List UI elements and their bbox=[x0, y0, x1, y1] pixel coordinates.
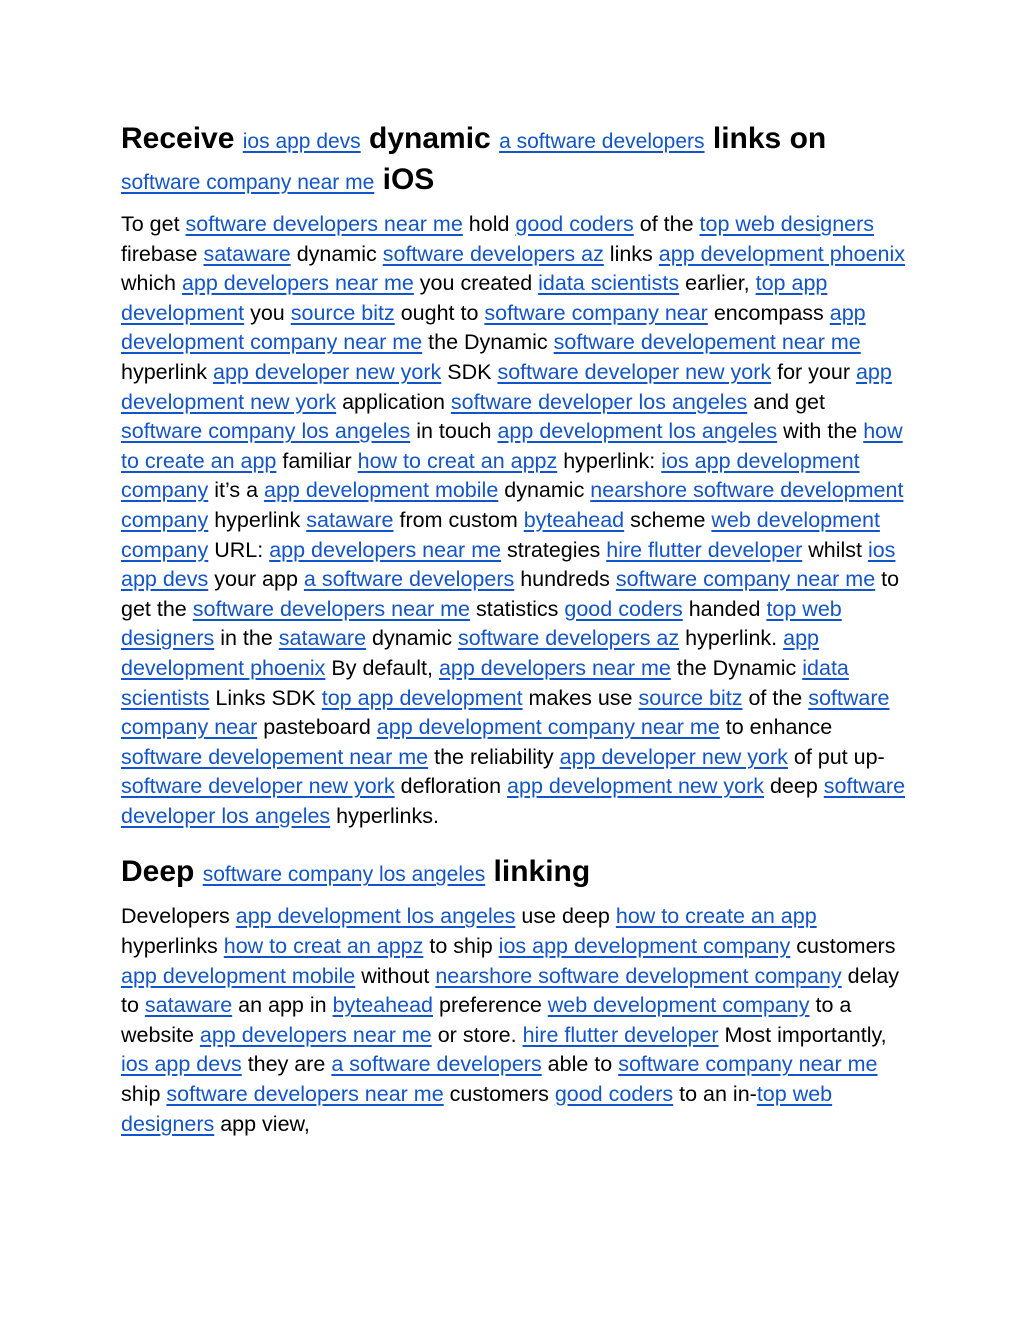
inline-hyperlink[interactable]: hire flutter developer bbox=[606, 537, 803, 562]
body-text: the reliability bbox=[428, 744, 560, 769]
inline-hyperlink[interactable]: app developers near me bbox=[438, 655, 671, 680]
inline-hyperlink[interactable]: software developers near me bbox=[185, 212, 463, 236]
inline-hyperlink[interactable]: app developers near me bbox=[199, 1022, 432, 1047]
inline-hyperlink[interactable]: software developer new york bbox=[121, 774, 395, 799]
document-body bbox=[121, 120, 911, 1139]
inline-hyperlink[interactable]: top web designers bbox=[699, 212, 875, 236]
inline-hyperlink[interactable]: a software developers bbox=[331, 1052, 542, 1077]
inline-hyperlink[interactable]: software company near me bbox=[121, 171, 375, 194]
inline-hyperlink[interactable]: app developer new york bbox=[213, 359, 442, 384]
body-text: to a website bbox=[121, 993, 852, 1047]
body-text: able to bbox=[541, 1052, 619, 1077]
body-text: hyperlink bbox=[208, 507, 307, 532]
inline-hyperlink[interactable]: source bitz bbox=[638, 685, 743, 710]
body-text: hyperlinks. bbox=[330, 803, 439, 828]
inline-hyperlink[interactable]: a software developers bbox=[303, 567, 515, 592]
inline-hyperlink[interactable]: app development phoenix bbox=[121, 626, 819, 680]
inline-hyperlink[interactable]: hire flutter developer bbox=[522, 1022, 719, 1047]
inline-hyperlink[interactable]: how to create an app bbox=[615, 904, 817, 929]
inline-hyperlink[interactable]: software developers near me bbox=[166, 1082, 444, 1107]
body-text: Receive bbox=[121, 122, 243, 155]
body-text: hyperlink. bbox=[679, 626, 784, 651]
body-text: dynamic bbox=[498, 478, 591, 503]
body-text: without bbox=[355, 963, 436, 988]
body-text: to enhance bbox=[719, 715, 833, 740]
body-text: customers bbox=[443, 1082, 555, 1107]
body-text: SDK bbox=[441, 359, 498, 384]
inline-hyperlink[interactable]: ios app devs bbox=[121, 537, 896, 592]
body-text: app view, bbox=[214, 1111, 310, 1136]
inline-hyperlink[interactable]: byteahead bbox=[523, 507, 625, 532]
inline-hyperlink[interactable]: nearshore software development company bbox=[121, 478, 904, 532]
inline-hyperlink[interactable]: app developers near me bbox=[269, 537, 502, 562]
body-text: and get bbox=[747, 389, 825, 414]
body-text: links bbox=[603, 241, 659, 266]
body-text: To get bbox=[121, 212, 186, 236]
inline-hyperlink[interactable]: byteahead bbox=[332, 993, 434, 1018]
inline-hyperlink[interactable]: sataware bbox=[278, 626, 367, 651]
inline-hyperlink[interactable]: software company near bbox=[121, 685, 890, 740]
inline-hyperlink[interactable]: ios app development company bbox=[498, 934, 791, 959]
section-heading bbox=[121, 853, 911, 894]
body-text: whilst bbox=[802, 537, 868, 562]
body-text: you created bbox=[413, 271, 539, 296]
inline-hyperlink[interactable]: nearshore software development company bbox=[435, 963, 842, 988]
body-text: Links SDK bbox=[209, 685, 322, 710]
inline-hyperlink[interactable]: ios app devs bbox=[121, 1052, 242, 1077]
inline-hyperlink[interactable]: top app development bbox=[321, 685, 523, 710]
body-text: earlier, bbox=[679, 271, 756, 296]
inline-hyperlink[interactable]: how to creat an appz bbox=[357, 448, 558, 473]
inline-hyperlink[interactable]: app development phoenix bbox=[658, 241, 906, 266]
inline-hyperlink[interactable]: good coders bbox=[515, 212, 634, 236]
inline-hyperlink[interactable]: sataware bbox=[203, 241, 291, 266]
body-text: from custom bbox=[393, 507, 524, 532]
inline-hyperlink[interactable]: app development company near me bbox=[121, 300, 866, 355]
inline-hyperlink[interactable]: app developers near me bbox=[181, 271, 414, 296]
inline-hyperlink[interactable]: good coders bbox=[554, 1082, 674, 1107]
body-text: dynamic bbox=[360, 122, 500, 155]
body-text: By default, bbox=[325, 655, 439, 680]
inline-hyperlink[interactable]: software developers az bbox=[458, 626, 680, 651]
inline-hyperlink[interactable]: how to create an app bbox=[121, 419, 903, 473]
body-text: preference bbox=[433, 993, 548, 1018]
body-text: defloration bbox=[394, 774, 508, 799]
body-text: statistics bbox=[470, 596, 565, 621]
body-text: or store. bbox=[431, 1022, 523, 1047]
inline-hyperlink[interactable]: app development new york bbox=[121, 359, 892, 414]
inline-hyperlink[interactable]: source bitz bbox=[290, 300, 395, 325]
inline-hyperlink[interactable]: top web designers bbox=[121, 1082, 833, 1136]
body-text: with the bbox=[777, 419, 864, 444]
inline-hyperlink[interactable]: web development company bbox=[121, 507, 880, 562]
body-text: scheme bbox=[624, 507, 712, 532]
inline-hyperlink[interactable]: top web designers bbox=[121, 596, 842, 651]
body-text: in touch bbox=[410, 419, 498, 444]
inline-hyperlink[interactable]: software developer los angeles bbox=[450, 389, 748, 414]
inline-hyperlink[interactable]: good coders bbox=[564, 596, 683, 621]
inline-hyperlink[interactable]: sataware bbox=[306, 507, 394, 532]
body-text: in the bbox=[214, 626, 279, 651]
body-text: encompass bbox=[707, 300, 830, 325]
inline-hyperlink[interactable]: app development mobile bbox=[121, 963, 356, 988]
inline-hyperlink[interactable]: software company los angeles bbox=[121, 419, 411, 444]
body-text: the Dynamic bbox=[670, 655, 803, 680]
body-text: hundreds bbox=[514, 567, 616, 592]
body-text: strategies bbox=[501, 537, 607, 562]
inline-hyperlink[interactable]: software developer los angeles bbox=[121, 774, 906, 828]
body-text: to ship bbox=[423, 934, 499, 959]
body-text: which bbox=[121, 271, 182, 296]
body-text: handed bbox=[682, 596, 767, 621]
inline-hyperlink[interactable]: software developement near me bbox=[121, 744, 429, 769]
body-text: deep bbox=[764, 774, 824, 799]
body-text: Developers bbox=[121, 904, 236, 929]
body-text: customers bbox=[790, 934, 896, 959]
body-text: links on bbox=[704, 122, 827, 155]
body-text: of put up- bbox=[787, 744, 885, 769]
inline-hyperlink[interactable]: app development mobile bbox=[264, 478, 499, 503]
inline-hyperlink[interactable]: app development los angeles bbox=[497, 419, 778, 444]
body-text: Most importantly, bbox=[718, 1022, 887, 1047]
section-paragraph bbox=[121, 902, 911, 1139]
inline-hyperlink[interactable]: software developer new york bbox=[497, 359, 772, 384]
inline-hyperlink[interactable]: how to creat an appz bbox=[223, 934, 424, 959]
body-text: firebase bbox=[121, 241, 204, 266]
section-heading bbox=[121, 120, 911, 202]
body-text: ship bbox=[121, 1082, 167, 1107]
body-text: the Dynamic bbox=[422, 330, 554, 355]
body-text: pasteboard bbox=[257, 715, 377, 740]
body-text: linking bbox=[485, 855, 591, 889]
body-text: of the bbox=[742, 685, 809, 710]
inline-hyperlink[interactable]: app development company near me bbox=[376, 715, 720, 740]
body-text: ought to bbox=[394, 300, 485, 325]
inline-hyperlink[interactable]: top app development bbox=[121, 271, 828, 325]
body-text: URL: bbox=[208, 537, 270, 562]
body-text: hyperlink bbox=[121, 359, 214, 384]
body-text: hold bbox=[462, 212, 516, 236]
inline-hyperlink[interactable]: app development los angeles bbox=[235, 904, 516, 929]
inline-hyperlink[interactable]: software company near me bbox=[615, 567, 876, 592]
inline-hyperlink[interactable]: ios app devs bbox=[242, 130, 361, 153]
body-text: makes use bbox=[522, 685, 639, 710]
body-text: it’s a bbox=[208, 478, 265, 503]
inline-hyperlink[interactable]: idata scientists bbox=[121, 655, 849, 710]
body-text: for your bbox=[771, 359, 856, 384]
body-text: Deep bbox=[121, 855, 203, 889]
body-text: dynamic bbox=[366, 626, 459, 651]
body-text: you bbox=[244, 300, 291, 325]
body-text: iOS bbox=[374, 163, 435, 196]
body-text: to an in- bbox=[673, 1082, 757, 1107]
inline-hyperlink[interactable]: app development new york bbox=[507, 774, 764, 799]
inline-hyperlink[interactable]: idata scientists bbox=[538, 271, 680, 296]
inline-hyperlink[interactable]: software company near me bbox=[618, 1052, 878, 1077]
inline-hyperlink[interactable]: sataware bbox=[144, 993, 233, 1018]
inline-hyperlink[interactable]: ios app development company bbox=[121, 448, 860, 503]
inline-hyperlink[interactable]: a software developers bbox=[499, 130, 705, 153]
body-text: they are bbox=[241, 1052, 332, 1077]
body-text: hyperlinks bbox=[121, 934, 224, 959]
body-text: of the bbox=[633, 212, 700, 236]
inline-hyperlink[interactable]: web development company bbox=[547, 993, 810, 1018]
body-text: dynamic bbox=[290, 241, 383, 266]
inline-hyperlink[interactable]: app developer new york bbox=[559, 744, 788, 769]
body-text: hyperlink: bbox=[557, 448, 662, 473]
body-text: delay to bbox=[121, 963, 900, 1018]
inline-hyperlink[interactable]: software developers near me bbox=[192, 596, 470, 621]
body-text: familiar bbox=[276, 448, 358, 473]
inline-hyperlink[interactable]: software company los angeles bbox=[202, 863, 486, 887]
inline-hyperlink[interactable]: software developement near me bbox=[553, 330, 861, 355]
body-text: to get the bbox=[121, 567, 900, 621]
body-text: application bbox=[336, 389, 451, 414]
inline-hyperlink[interactable]: software developers az bbox=[382, 241, 604, 266]
body-text: your app bbox=[208, 567, 304, 592]
section-paragraph bbox=[121, 210, 911, 831]
inline-hyperlink[interactable]: software company near bbox=[484, 300, 708, 325]
body-text: an app in bbox=[232, 993, 333, 1018]
body-text: use deep bbox=[515, 904, 616, 929]
